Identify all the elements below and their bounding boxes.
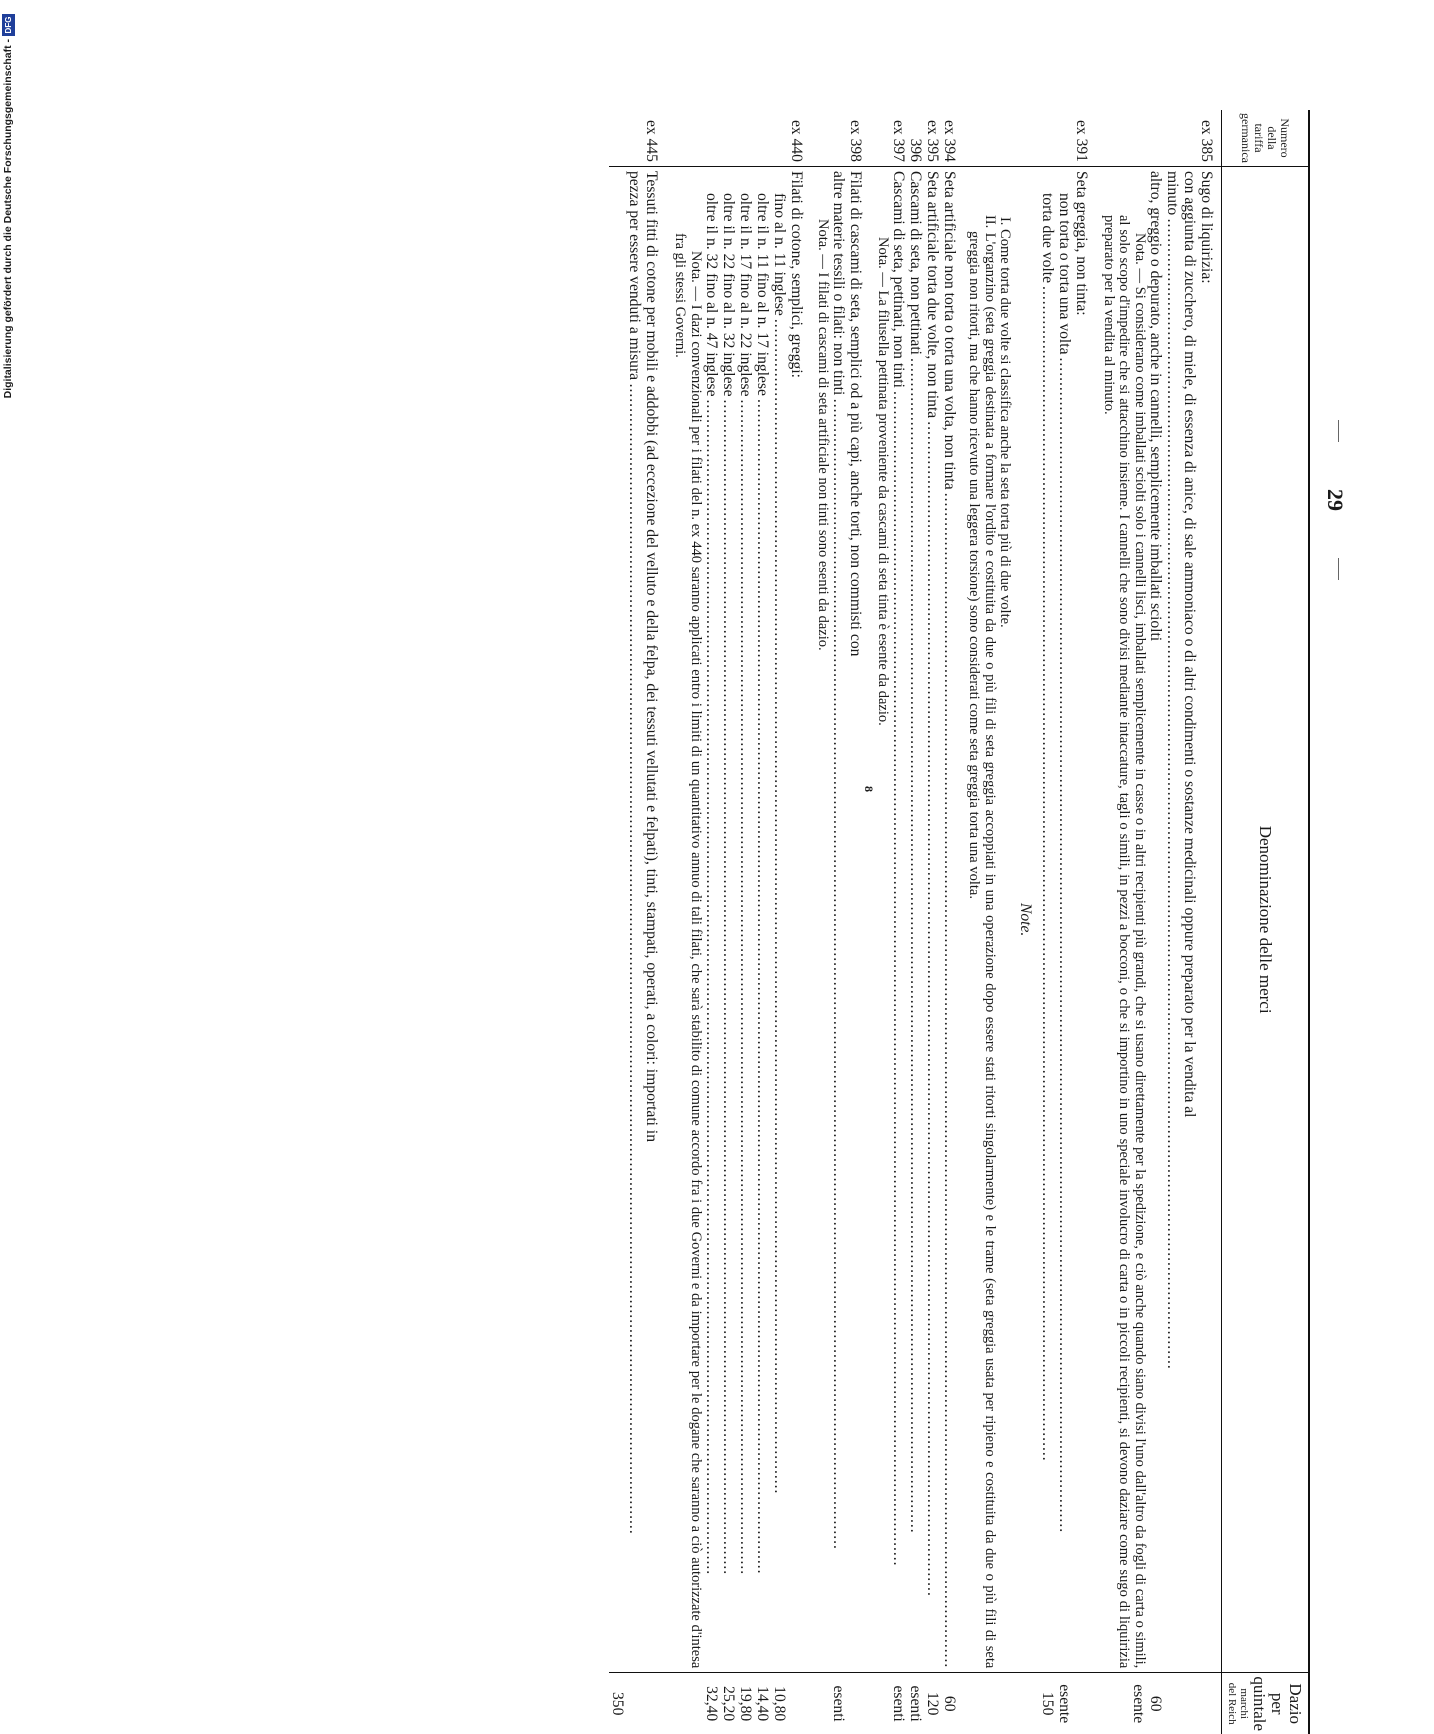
table-row [1101,110,1222,1734]
item-text: oltre il n. 32 fino al n. 47 inglese [703,192,720,397]
item-text: oltre il n. 11 fino al n. 17 inglese [754,192,771,396]
tariff-duty-cell [966,1673,1101,1734]
item-text: torta due volte [1039,192,1057,284]
digitization-credit [0,0,16,1000]
table-row [672,110,815,1734]
tariff-number: ex 440 [672,110,815,166]
item-line-leader [737,171,754,1668]
spacer [626,1677,660,1730]
item-text: Cascami di seta, non pettinati [907,170,924,356]
item-text [831,171,865,1668]
table-row [966,110,1101,1734]
dot-leader [890,391,907,1668]
item-title: Filati di cotone, semplici, greggi: [788,170,805,378]
item-title: Seta greggia, non tinta: [1073,170,1091,316]
tariff-number: 396 [907,110,924,166]
item-text-part: Filati di cascami di seta, semplici od a più capi, anche torti, non commisti con [847,170,865,657]
table-header-row [1222,110,1310,1734]
duty-value: esenti [907,1685,924,1722]
credit-text: Digitalisierung gefördert durch die Deutsche Forschungsgemeinschaft - [2,39,14,399]
dot-leader [831,398,848,1668]
duty-value: esente [1130,1684,1147,1724]
item-text: oltre il n. 17 fino al n. 22 inglese [737,192,754,397]
duty-value: 32,40 [703,1686,720,1722]
item-line-leader [830,170,848,1668]
item-line-leader [890,171,907,1668]
item-line-leader [720,171,737,1668]
tariff-description [907,166,924,1672]
item-line-leader [1040,171,1057,1668]
spacer [848,1677,865,1730]
dot-leader [754,399,771,1668]
dot-leader [941,493,958,1669]
item-text [1164,171,1198,1668]
dot-leader [703,400,720,1669]
tariff-number: ex 445 [609,110,672,166]
tariff-description [815,166,875,1672]
page-number-dash-right [1338,558,1339,580]
item-note: Nota. — La filusella pettinata proveniente da cascami di seta tinta è esente da dazio. [875,236,891,726]
dot-leader [720,400,737,1669]
header-duty-line: per quintale [1250,1676,1287,1732]
folio-mark: 8 [862,786,876,792]
table-row [924,110,941,1734]
item-text-end: pezza per essere venduti a misura [626,170,643,381]
tariff-description [924,166,941,1672]
item-note: Nota. — Si considerano come imballati sciolti solo i cannelli lisci, imballati semplicemente in casse o in altri recipienti più grandi, che si usano direttamente per la spedizione, e ciò anche quando siano divisi l'uno dall'altro da fogli di carta o simili, al solo scopo d'impedire che si attacchino insieme. I cannelli che sono divisi mediante intaccature, tagli o simili, in pezzi a bocconi, o che si importino in uno speciale involucro di carta o in piccoli recipienti, si devono daziare come sugo di liquirizia preparato per la vendita al minuto. [1101,214,1148,1669]
duty-value: 19,80 [737,1686,754,1722]
item-text: Seta artificiale torta due volte, non tinta [924,170,941,419]
item-line-leader [703,171,720,1668]
duty-value: esenti [830,1685,848,1722]
duty-value: 10,80 [771,1686,788,1722]
item-line-leader [941,171,958,1668]
item-text-part: con aggiunta di zucchero, di miele, di essenza di anice, di sale ammoniaco o di altri condimenti o sostanze medicinali oppure preparato per la vendita al [1181,170,1198,1118]
item-text: Seta artificiale non torta o torta una volta, non tinta [941,170,958,490]
duty-value: 150 [1039,1691,1057,1716]
header-description: Denominazione delle merci [1222,166,1310,1672]
dot-leader [626,383,643,1668]
duty-value: 60 [1147,1695,1164,1712]
duty-value: esenti [890,1685,907,1722]
table-row [875,110,908,1734]
item-line-leader [924,171,941,1668]
table-row [815,110,875,1734]
tariff-table [609,110,1310,1734]
item-line-leader [1164,170,1181,1668]
tariff-description [966,166,1101,1672]
page-number-dash-left [1338,420,1339,442]
table-row [907,110,924,1734]
item-text: oltre il n. 22 fino al n. 32 inglese [720,192,737,397]
tariff-duty-cell [1101,1673,1222,1734]
dot-leader [1040,286,1057,1668]
tariff-number: ex 394 [941,110,966,166]
header-col1-line: tariffa [1252,123,1266,153]
item-line-leader [626,170,643,1668]
item-text-part: Tessuti fitti di cotone per mobili e addobbi (ad eccezione del velluto e della felpa, dei tessuti vellutati e felpati), tinti, stampati, operati, a colori: importati in [643,170,660,1143]
item-title: Sugo di liquirizia: [1198,170,1215,284]
tariff-number: ex 391 [966,110,1101,166]
item-note: Nota. — I filati di cascami di seta artificiale non tinti sono esenti da dazio. [815,218,832,651]
note-heading: Note. [1017,902,1035,937]
duty-value: 60 [941,1695,958,1712]
duty-value: 120 [924,1691,941,1716]
spacer [1164,1677,1215,1730]
item-text: altro, greggio o depurato, anche in cannelli, semplicemente imballati sciolti [1147,170,1164,642]
dot-leader [924,421,941,1668]
table-row [609,110,672,1734]
header-duty-unit: marchi [1238,1688,1250,1719]
header-duty-line: Dazio [1286,1683,1305,1724]
duty-value: 350 [609,1691,626,1716]
tariff-duty-cell [609,1673,672,1734]
header-col1-line: Numero [1278,118,1292,158]
duty-value: 25,20 [720,1686,737,1722]
tariff-duty-cell [672,1673,815,1734]
header-col1-line: della [1265,126,1279,150]
header-col1-line: germanica [1239,113,1253,163]
tariff-description [941,166,966,1672]
tariff-number: ex 385 [1101,110,1222,166]
tariff-duty-cell [815,1673,875,1734]
item-text: non torta o torta una volta [1056,192,1074,355]
dot-leader [737,400,754,1669]
item-text [626,171,660,1668]
tariff-description [609,166,672,1672]
header-tariff-number [1222,110,1310,166]
tariff-description [1101,166,1222,1672]
table-row [941,110,966,1734]
dot-leader [771,319,788,1668]
dot-leader [1164,218,1181,1668]
item-text: fino al n. 11 inglese [771,192,788,316]
item-note: I. Come torta due volte si classifica anche la seta torta più di due volte. [997,216,1014,628]
duty-value: 14,40 [754,1686,771,1722]
spacer [788,1677,805,1730]
tariff-number: ex 398 [815,110,875,166]
dot-leader [907,358,924,1668]
tariff-description [672,166,815,1672]
item-note: II. L'organzino (seta greggia destinata a formare l'ordito e costituita da due o più fili di seta greggia accoppiati in una operazione dopo essere stati ritorti singolarmente) e le trame (seta greggia usata per ripieno e costituita da due o più fili di seta greggia non ritorti, ma che hanno ricevuto una leggera torsione) sono considerati come seta greggia torta una volta. [966,214,998,1669]
header-duty-unit: del Reich [1226,1682,1238,1725]
item-line-leader [907,171,924,1668]
tariff-number: ex 395 [924,110,941,166]
item-text-end: altre materie tessili o filati: non tinti [830,170,848,396]
item-text-end: minuto [1164,170,1181,216]
dfg-logo: DFG [2,14,15,36]
item-note: Nota. — I dazi convenzionali per i filati del n. ex 440 saranno applicati entro i limiti di un quantitativo annuo di tali filati, che sarà stabilito di comune accordo fra i due Governi e da importare per le dogane che saranno a ciò autorizzate d'intesa fra gli stessi Governi. [672,232,704,1669]
spacer [1074,1677,1091,1730]
tariff-description [875,166,908,1672]
duty-value: esente [1056,1684,1074,1724]
dot-leader [1057,358,1074,1669]
tariff-number: ex 397 [875,110,908,166]
header-duty [1222,1673,1310,1734]
item-text: Cascami di seta, pettinati, non tinti [890,170,907,388]
item-line-leader [754,171,771,1668]
page-number: 29 [1323,489,1348,511]
item-line-leader [1057,171,1074,1668]
item-line-leader [771,171,788,1668]
